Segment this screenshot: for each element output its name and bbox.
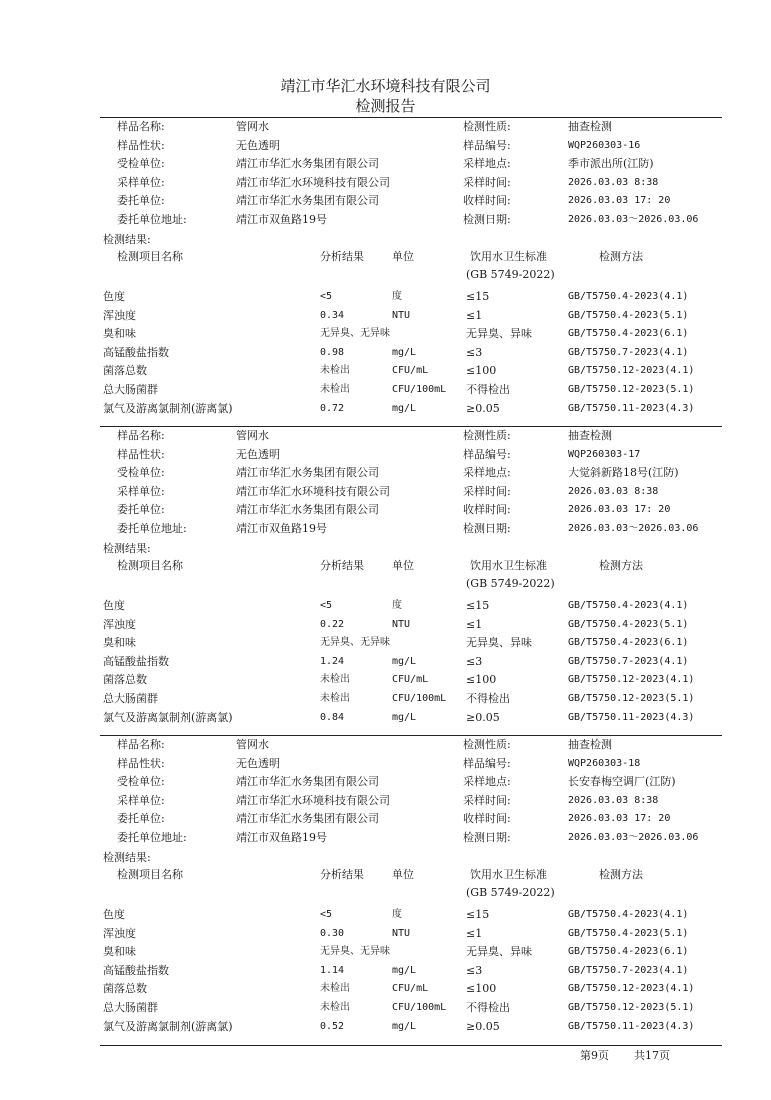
item-unit: CFU/100mL	[392, 693, 447, 704]
client-addr-value: 靖江市双鱼路19号	[236, 213, 327, 226]
label-sample-name: 样品名称:	[117, 120, 165, 133]
item-unit: 度	[392, 600, 402, 611]
item-method: GB/T5750.12-2023(5.1)	[568, 384, 695, 395]
recv-unit-value: 靖江市华汇水务集团有限公司	[236, 157, 379, 170]
item-standard: ≤1	[466, 618, 483, 631]
item-result: 无异臭、无异味	[320, 946, 390, 957]
item-method: GB/T5750.7-2023(4.1)	[568, 965, 689, 976]
client-unit-value: 靖江市华汇水务集团有限公司	[236, 812, 379, 825]
item-standard: ≤1	[466, 309, 483, 322]
item-name: 臭和味	[103, 636, 136, 649]
item-name: 臭和味	[103, 945, 136, 958]
label-sampling-site: 采样地点:	[463, 775, 511, 788]
label-sampling-unit: 采样单位:	[117, 176, 165, 189]
label-test-date: 检测日期:	[463, 831, 511, 844]
item-standard: 不得检出	[466, 383, 510, 396]
item-name: 色度	[103, 599, 125, 612]
label-client-addr: 委托单位地址:	[117, 213, 187, 226]
item-method: GB/T5750.7-2023(4.1)	[568, 656, 689, 667]
item-method: GB/T5750.4-2023(5.1)	[568, 310, 689, 321]
item-name: 臭和味	[103, 327, 136, 340]
col-unit-header: 单位	[392, 868, 414, 881]
item-method: GB/T5750.11-2023(4.3)	[568, 1021, 695, 1032]
item-unit: CFU/100mL	[392, 384, 447, 395]
item-unit: 度	[392, 909, 402, 920]
label-sampling-site: 采样地点:	[463, 466, 511, 479]
item-method: GB/T5750.4-2023(4.1)	[568, 600, 689, 611]
item-unit: mg/L	[392, 1021, 417, 1032]
item-name: 高锰酸盐指数	[103, 655, 169, 668]
item-result: 未检出	[320, 983, 350, 994]
test-date-value: 2026.03.03～2026.03.06	[568, 523, 699, 534]
item-standard: ≥0.05	[466, 1020, 500, 1033]
label-sampling-unit: 采样单位:	[117, 794, 165, 807]
item-standard: ≤15	[466, 290, 490, 303]
item-method: GB/T5750.4-2023(6.1)	[568, 946, 689, 957]
label-sampling-time: 采样时间:	[463, 794, 511, 807]
sampling-site-value: 季市派出所(江防)	[568, 157, 654, 170]
item-standard: ≤15	[466, 908, 490, 921]
recv-unit-value: 靖江市华汇水务集团有限公司	[236, 466, 379, 479]
item-standard: ≤3	[466, 655, 483, 668]
sampling-unit-value: 靖江市华汇水环境科技有限公司	[236, 485, 390, 498]
item-method: GB/T5750.12-2023(4.1)	[568, 365, 695, 376]
item-method: GB/T5750.12-2023(5.1)	[568, 693, 695, 704]
item-result: 0.34	[320, 310, 345, 321]
sample-block	[0, 736, 771, 1046]
item-standard: 无异臭、异味	[466, 636, 532, 649]
receive-time-value: 2026.03.03 17: 20	[568, 195, 671, 206]
item-result: 0.98	[320, 347, 345, 358]
item-name: 总大肠菌群	[103, 383, 158, 396]
col-unit-header: 单位	[392, 559, 414, 572]
label-test-date: 检测日期:	[463, 213, 511, 226]
item-result: 0.84	[320, 712, 345, 723]
sample-block	[0, 427, 771, 737]
item-method: GB/T5750.11-2023(4.3)	[568, 712, 695, 723]
receive-time-value: 2026.03.03 17: 20	[568, 504, 671, 515]
label-client-unit: 委托单位:	[117, 812, 165, 825]
label-client-unit: 委托单位:	[117, 194, 165, 207]
item-name: 高锰酸盐指数	[103, 346, 169, 359]
item-unit: CFU/mL	[392, 365, 429, 376]
col-method-header: 检测方法	[599, 250, 643, 263]
item-result: <5	[320, 909, 333, 920]
item-unit: CFU/mL	[392, 674, 429, 685]
page-total: 共17页	[634, 1049, 670, 1062]
item-name: 色度	[103, 290, 125, 303]
sampling-site-value: 大觉斜新路18号(江防)	[568, 466, 679, 479]
label-sample-name: 样品名称:	[117, 738, 165, 751]
item-result: 0.52	[320, 1021, 345, 1032]
item-name: 色度	[103, 908, 125, 921]
item-name: 氯气及游离氯制剂(游离氯)	[103, 711, 233, 724]
label-sample-state: 样品性状:	[117, 139, 165, 152]
item-unit: mg/L	[392, 403, 417, 414]
item-standard: ≤15	[466, 599, 490, 612]
test-nature-value: 抽查检测	[568, 429, 612, 442]
col-std-sub-header: (GB 5749-2022)	[466, 886, 555, 899]
item-standard: ≤3	[466, 346, 483, 359]
item-standard: 无异臭、异味	[466, 945, 532, 958]
item-unit: NTU	[392, 619, 411, 630]
item-unit: NTU	[392, 928, 411, 939]
label-test-nature: 检测性质:	[463, 738, 511, 751]
sampling-unit-value: 靖江市华汇水环境科技有限公司	[236, 794, 390, 807]
sample-name-value: 管网水	[236, 429, 269, 442]
sample-name-value: 管网水	[236, 738, 269, 751]
item-result: 无异臭、无异味	[320, 328, 390, 339]
item-method: GB/T5750.4-2023(4.1)	[568, 909, 689, 920]
company-title: 靖江市华汇水环境科技有限公司	[280, 77, 491, 95]
col-result-header: 分析结果	[320, 559, 364, 572]
item-unit: mg/L	[392, 965, 417, 976]
client-unit-value: 靖江市华汇水务集团有限公司	[236, 503, 379, 516]
item-result: 未检出	[320, 384, 350, 395]
report-title: 检测报告	[355, 97, 416, 115]
label-receive-time: 收样时间:	[463, 194, 511, 207]
item-standard: 不得检出	[466, 1001, 510, 1014]
label-recv-unit: 受检单位:	[117, 466, 165, 479]
item-name: 高锰酸盐指数	[103, 964, 169, 977]
item-result: 未检出	[320, 674, 350, 685]
item-method: GB/T5750.4-2023(6.1)	[568, 328, 689, 339]
item-method: GB/T5750.7-2023(4.1)	[568, 347, 689, 358]
item-result: 未检出	[320, 365, 350, 376]
sample-state-value: 无色透明	[236, 139, 280, 152]
item-unit: CFU/100mL	[392, 1002, 447, 1013]
col-result-header: 分析结果	[320, 868, 364, 881]
item-result: 1.14	[320, 965, 345, 976]
item-name: 浑浊度	[103, 927, 136, 940]
label-receive-time: 收样时间:	[463, 812, 511, 825]
item-method: GB/T5750.11-2023(4.3)	[568, 403, 695, 414]
item-unit: mg/L	[392, 347, 417, 358]
label-recv-unit: 受检单位:	[117, 775, 165, 788]
sampling-time-value: 2026.03.03 8:38	[568, 795, 659, 806]
item-method: GB/T5750.4-2023(5.1)	[568, 928, 689, 939]
item-result: 1.24	[320, 656, 345, 667]
label-results: 检测结果:	[103, 542, 151, 555]
sampling-time-value: 2026.03.03 8:38	[568, 486, 659, 497]
label-test-date: 检测日期:	[463, 522, 511, 535]
item-method: GB/T5750.12-2023(4.1)	[568, 674, 695, 685]
label-results: 检测结果:	[103, 851, 151, 864]
item-standard: ≤100	[466, 982, 497, 995]
item-result: 0.30	[320, 928, 345, 939]
item-unit: 度	[392, 291, 402, 302]
item-result: 未检出	[320, 693, 350, 704]
label-sample-no: 样品编号:	[463, 448, 511, 461]
sample-state-value: 无色透明	[236, 757, 280, 770]
item-name: 菌落总数	[103, 673, 147, 686]
label-sample-no: 样品编号:	[463, 139, 511, 152]
item-unit: NTU	[392, 310, 411, 321]
item-name: 菌落总数	[103, 982, 147, 995]
label-sample-state: 样品性状:	[117, 448, 165, 461]
client-unit-value: 靖江市华汇水务集团有限公司	[236, 194, 379, 207]
label-results: 检测结果:	[103, 233, 151, 246]
client-addr-value: 靖江市双鱼路19号	[236, 522, 327, 535]
sampling-time-value: 2026.03.03 8:38	[568, 177, 659, 188]
sample-block	[0, 118, 771, 428]
item-result: <5	[320, 291, 333, 302]
item-unit: mg/L	[392, 712, 417, 723]
col-item-header: 检测项目名称	[117, 868, 183, 881]
item-unit: mg/L	[392, 656, 417, 667]
item-standard: ≤3	[466, 964, 483, 977]
sample-name-value: 管网水	[236, 120, 269, 133]
item-standard: ≥0.05	[466, 402, 500, 415]
sampling-unit-value: 靖江市华汇水环境科技有限公司	[236, 176, 390, 189]
item-method: GB/T5750.4-2023(6.1)	[568, 637, 689, 648]
item-name: 浑浊度	[103, 309, 136, 322]
sample-no-value: WQP260303-18	[568, 758, 641, 769]
col-result-header: 分析结果	[320, 250, 364, 263]
label-sample-state: 样品性状:	[117, 757, 165, 770]
item-name: 总大肠菌群	[103, 692, 158, 705]
item-method: GB/T5750.12-2023(4.1)	[568, 983, 695, 994]
label-sample-name: 样品名称:	[117, 429, 165, 442]
label-recv-unit: 受检单位:	[117, 157, 165, 170]
item-standard: ≤100	[466, 364, 497, 377]
item-standard: ≤100	[466, 673, 497, 686]
label-client-addr: 委托单位地址:	[117, 522, 187, 535]
item-name: 菌落总数	[103, 364, 147, 377]
item-standard: 不得检出	[466, 692, 510, 705]
label-sampling-time: 采样时间:	[463, 485, 511, 498]
test-date-value: 2026.03.03～2026.03.06	[568, 214, 699, 225]
label-test-nature: 检测性质:	[463, 120, 511, 133]
col-item-header: 检测项目名称	[117, 559, 183, 572]
col-std-header: 饮用水卫生标准	[470, 868, 547, 881]
col-std-header: 饮用水卫生标准	[470, 250, 547, 263]
test-nature-value: 抽查检测	[568, 120, 612, 133]
item-standard: ≤1	[466, 927, 483, 940]
label-test-nature: 检测性质:	[463, 429, 511, 442]
item-name: 浑浊度	[103, 618, 136, 631]
item-name: 总大肠菌群	[103, 1001, 158, 1014]
item-result: 无异臭、无异味	[320, 637, 390, 648]
item-method: GB/T5750.4-2023(5.1)	[568, 619, 689, 630]
col-item-header: 检测项目名称	[117, 250, 183, 263]
test-date-value: 2026.03.03～2026.03.06	[568, 832, 699, 843]
receive-time-value: 2026.03.03 17: 20	[568, 813, 671, 824]
sampling-site-value: 长安春梅空调厂(江防)	[568, 775, 676, 788]
item-standard: ≥0.05	[466, 711, 500, 724]
label-sampling-unit: 采样单位:	[117, 485, 165, 498]
client-addr-value: 靖江市双鱼路19号	[236, 831, 327, 844]
col-unit-header: 单位	[392, 250, 414, 263]
sample-no-value: WQP260303-16	[568, 140, 641, 151]
item-name: 氯气及游离氯制剂(游离氯)	[103, 1020, 233, 1033]
sample-no-value: WQP260303-17	[568, 449, 641, 460]
col-method-header: 检测方法	[599, 868, 643, 881]
label-sample-no: 样品编号:	[463, 757, 511, 770]
recv-unit-value: 靖江市华汇水务集团有限公司	[236, 775, 379, 788]
item-unit: CFU/mL	[392, 983, 429, 994]
item-result: <5	[320, 600, 333, 611]
col-std-sub-header: (GB 5749-2022)	[466, 268, 555, 281]
item-method: GB/T5750.4-2023(4.1)	[568, 291, 689, 302]
label-receive-time: 收样时间:	[463, 503, 511, 516]
col-std-sub-header: (GB 5749-2022)	[466, 577, 555, 590]
label-sampling-time: 采样时间:	[463, 176, 511, 189]
item-result: 未检出	[320, 1002, 350, 1013]
item-name: 氯气及游离氯制剂(游离氯)	[103, 402, 233, 415]
label-client-addr: 委托单位地址:	[117, 831, 187, 844]
test-nature-value: 抽查检测	[568, 738, 612, 751]
label-sampling-site: 采样地点:	[463, 157, 511, 170]
col-std-header: 饮用水卫生标准	[470, 559, 547, 572]
item-standard: 无异臭、异味	[466, 327, 532, 340]
item-method: GB/T5750.12-2023(5.1)	[568, 1002, 695, 1013]
item-result: 0.22	[320, 619, 345, 630]
col-method-header: 检测方法	[599, 559, 643, 572]
label-client-unit: 委托单位:	[117, 503, 165, 516]
page-number: 第9页	[580, 1049, 609, 1062]
item-result: 0.72	[320, 403, 345, 414]
sample-state-value: 无色透明	[236, 448, 280, 461]
